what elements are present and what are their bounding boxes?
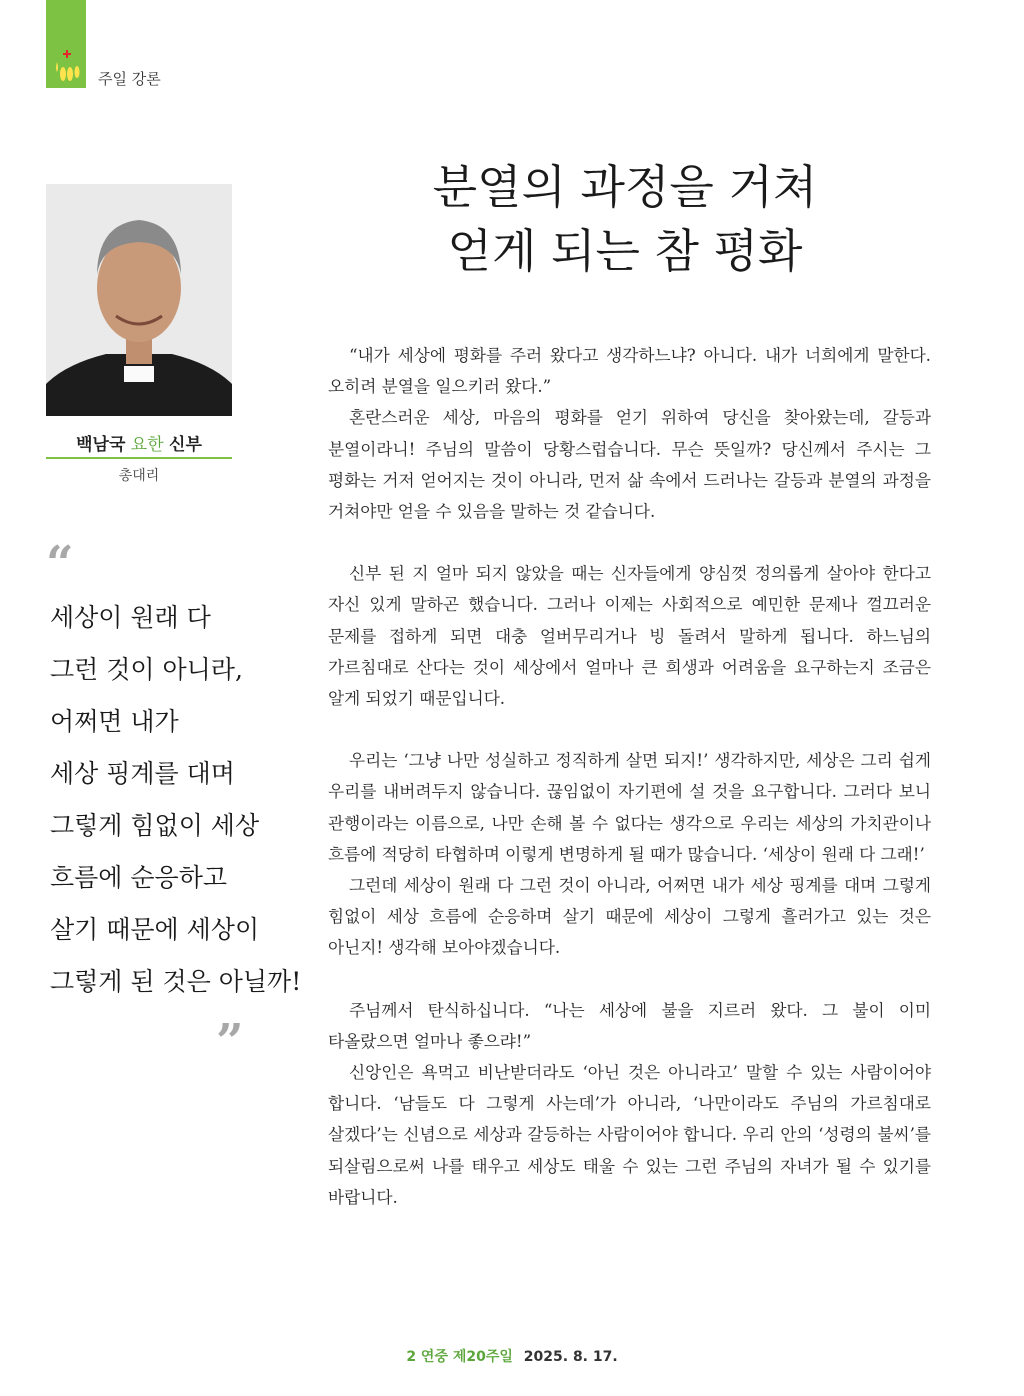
- author-photo: [46, 184, 232, 416]
- candle-flame-icon: [52, 48, 82, 82]
- title-line-1: 분열의 과정을 거쳐: [432, 159, 818, 214]
- body-paragraph: 신부 된 지 얼마 되지 않았을 때는 신자들에게 양심껏 정의롭게 살아야 한다고 자신 있게 말하곤 했습니다. 그러나 이제는 사회적으로 예민한 문제나 껄끄러운 문제를 접하게 되면 대충 얼버무리거나 빙 돌려서 말하게 됩니다. 하느님의 가르침대로 산다는 것이 세상에서 얼마나 큰 희생과 어려움을 요구하는지 조금은 알게 되었기 때문입니다.: [328, 563, 931, 709]
- author-surname: 백남국: [76, 435, 126, 455]
- pull-quote-line: 세상이 원래 다: [50, 603, 211, 632]
- body-paragraph: 신앙인은 욕먹고 비난받더라도 ‘아닌 것은 아니라고’ 말할 수 있는 사람이어야 합니다. ‘남들도 다 그렇게 사는데’가 아니라, ‘나만이라도 주님의 가르침대로 살겠다’는 신념으로 세상과 갈등하는 사람이어야 합니다. 우리 안의 ‘성령의 불씨’를 되살림으로써 나를 태우고 세상도 태울 수 있는 그런 주님의 자녀가 될 수 있기를 바랍니다.: [328, 1062, 931, 1207]
- body-paragraph: 그런데 세상이 원래 다 그런 것이 아니라, 어쩌면 내가 세상 핑계를 대며 그렇게 힘없이 세상 흐름에 순응하며 살기 때문에 세상이 그렇게 흘러가고 있는 것은 아닌지! 생각해 보아야겠습니다.: [328, 875, 931, 958]
- pull-quote-line: 그렇게 된 것은 아닐까!: [50, 967, 302, 996]
- body-paragraph: 주님께서 탄식하십니다. “나는 세상에 불을 지르러 왔다. 그 불이 이미 타올랐으면 얼마나 좋으랴!”: [328, 999, 931, 1051]
- title-line-2: 얻게 되는 참 평화: [447, 223, 803, 278]
- pull-quote-line: 살기 때문에 세상이: [50, 915, 260, 944]
- section-badge: [46, 0, 86, 88]
- footer-issue: 2 연중 제20주일: [406, 1349, 513, 1365]
- pull-quote-line: 그렇게 힘없이 세상: [50, 811, 260, 840]
- footer-date: 2025. 8. 17.: [523, 1349, 618, 1365]
- pull-quote: [50, 600, 302, 1016]
- close-quote-icon: ”: [216, 1014, 244, 1070]
- author-role: 총대리: [118, 468, 160, 484]
- body-paragraph: “내가 세상에 평화를 주러 왔다고 생각하느냐? 아니다. 내가 너희에게 말한다. 오히려 분열을 일으키러 왔다.”: [328, 345, 931, 397]
- body-paragraph: 혼란스러운 세상, 마음의 평화를 얻기 위하여 당신을 찾아왔는데, 갈등과 분열이라니! 주님의 말씀이 당황스럽습니다. 무슨 뜻일까? 당신께서 주시는 그 평화는 거저 얻어지는 것이 아니라, 먼저 삶 속에서 드러나는 갈등과 분열의 과정을 거쳐야만 얻을 수 있음을 말하는 것 같습니다.: [328, 407, 931, 522]
- body-paragraph: 우리는 ‘그냥 나만 성실하고 정직하게 살면 되지!’ 생각하지만, 세상은 그리 쉽게 우리를 내버려두지 않습니다. 끊임없이 자기편에 설 것을 요구합니다. 그러다 보니 관행이라는 이름으로, 나만 손해 볼 수 없다는 생각으로 우리는 세상의 가치관이나 흐름에 적당히 타협하며 이렇게 변명하게 될 때가 많습니다. ‘세상이 원래 다 그래!’: [328, 750, 931, 864]
- article-title: [320, 155, 930, 283]
- author-title: 신부: [169, 435, 202, 455]
- section-label: 주일 강론: [98, 70, 161, 88]
- pull-quote-line: 흐름에 순응하고: [50, 863, 227, 892]
- pull-quote-line: 어쩌면 내가: [50, 707, 179, 736]
- article-body: [328, 340, 931, 1213]
- pull-quote-line: 세상 핑계를 대며: [50, 759, 235, 788]
- author-divider: [46, 457, 232, 459]
- author-name: [46, 430, 232, 455]
- page-footer: [0, 1346, 1024, 1366]
- author-baptismal-name: 요한: [130, 435, 164, 455]
- pull-quote-line: 그런 것이 아니라,: [50, 655, 243, 684]
- open-quote-icon: “: [46, 536, 74, 592]
